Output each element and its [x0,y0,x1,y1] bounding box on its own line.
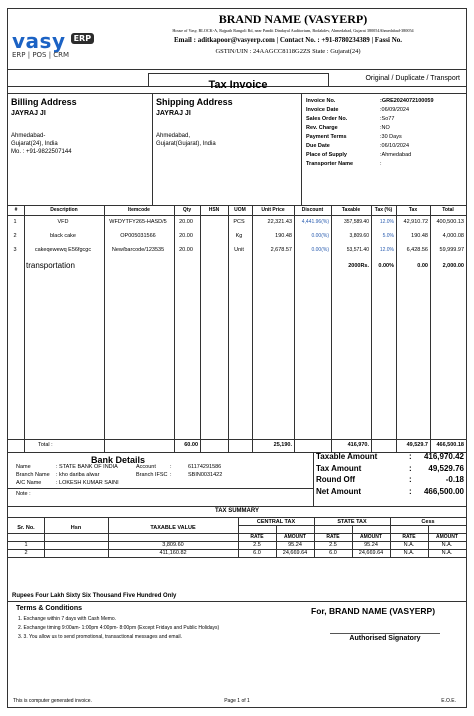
summary-label: Net Amount [316,486,362,496]
column-divider [104,205,105,452]
invoice-meta-label: Sales Order No. [306,116,348,122]
logo-badge: ERP [71,33,95,44]
tax-row-taxable: 3,809.60 [162,542,184,548]
bank-account: 61174291586 [188,464,222,470]
item-cell-desc: VFD [57,219,69,225]
items-table [8,205,466,453]
tax-row-central-amount: 24,669.64 [282,550,308,556]
invoice-meta-value: :NO [380,125,390,131]
tax-header-rate: RATE [402,534,416,540]
transport-taxp: 0.00% [378,263,394,269]
invoice-title: Tax Invoice [208,79,268,91]
item-cell-disc: 4,441.96(%) [301,219,329,225]
tax-row-state-rate: 2.5 [329,542,337,548]
items-header-cell: Taxable [341,207,361,213]
billing-name: JAYRAJ JI [11,110,46,117]
shipping-name: JAYRAJ JI [156,110,191,117]
summary-value: -0.18 [445,475,464,484]
tax-row-central-rate: 2.5 [253,542,261,548]
item-cell-taxp: 12.0% [379,219,394,225]
item-cell-tax: 6,428.56 [406,247,428,253]
bank-ifsc: SBIN0031422 [188,472,223,478]
bank-account-label: Account [136,464,156,470]
tax-row-state-rate: 6.0 [329,550,337,556]
brand-address: House of Vasy, BLOCK-A, Rajpath Rangoli Rd, near Pandit Dindayal Auditorium, Bodakdev, Ahmedabad, Gujarat 380054Ahmedabad-380054 [172,28,414,33]
item-cell-code: OP005031566 [120,233,156,239]
bank-ifsc-label: Branch IFSC [136,472,168,478]
item-cell-total: 400,500.13 [436,219,464,225]
tax-header-amount: AMOUNT [284,534,306,540]
summary-value: 416,970.42 [423,452,464,461]
items-header-cell: Itemcode [128,207,150,213]
eoe-label: E.O.E. [441,698,456,704]
item-cell-price: 22,321.43 [267,219,292,225]
tax-header-srno: Sr. No. [17,525,35,531]
item-cell-desc: cakeqewewq E56fgcgc [34,247,92,253]
billing-phone: Mo. : +91-9822507144 [11,149,72,155]
bank-name: : STATE BANK OF INDIA [56,464,118,470]
tax-row-state-amount: 24,669.64 [358,550,384,556]
items-header-cell: Total [442,207,454,213]
item-cell-total: 59,999.97 [439,247,464,253]
tax-header-hsn: Hsn [70,525,82,531]
invoice-meta-label: Transporter Name [306,161,354,167]
tax-summary-line [8,517,466,518]
summary-separator: : [409,463,412,473]
totals-tax: 49,529.7 [406,442,428,448]
tax-row-state-amount: 95.24 [364,542,378,548]
column-divider [331,205,332,452]
items-header-cell: Discount [301,207,324,213]
tax-row-cess-rate: N.A. [403,542,415,548]
transport-label: transportation [26,261,75,270]
billing-line2: Gujarat(24), India [11,141,58,147]
invoice-meta-value: :Ahmedabad [380,152,412,158]
tax-row-no: 1 [24,542,28,548]
tax-header-taxable: TAXABLE VALUE [150,525,196,531]
invoice-page: vasy $^{ERP}$ ERP | POS | CRM BRAND NAME (VASYERP) House of Vasy, BLOCK-A, Rajpath Rangoli Rd, near Pandit Dindayal Auditorium, Bodakdev, Ahmedabad, Gujarat 380054Ahmedabad-380054 Email : aditkapoor@vasyerp.com | Contact No. : +91-8780234389 | Fassi No. GSTIN/UIN : 24AAGCC8118G2ZS State : Gujarat(24) Original / Duplicate / Transport Tax Invoice Billing Address JAYRAJ JI Ahmedabad- Gujarat(24), India Mo. : +91-9822507144 Shipping Address JAYRAJ JI Ahmedabad, Gujarat(Gujarat), India Invoice No. :GRE2024072100059 Invoice Date :06/09/2024 Sales Order No. :So77 Rev. Charge :NO Payment Terms :30 Days Due Date :06/10/2024 Place of Supply :Ahmedabad Transporter Name : # Description Itemcode Qty HSN UOM Unit Price Discount Taxable Tax (%) Tax Total 1 VFD WFDYTFY265-HASD/5 20.00 PCS 22,321.43 4,441.96(%) 357,589.40 12.0% 42,910.72 400,500.13 2 black cake OP005031566 20.00 Kg 190.48 0.00(%) 3,809.60 5.0% 190.48 4,000.08 3 cakeqewewq E56fgcgc New/barcode/123535 20.00 Unit 2,678.57 0.00(%) 53,571.40 12.0% 6,428.56 59,999.97 transportation 2000Rs. 0.00% 0.00 2,000.00 Total : 60.00 25,190. 416,970. 49,529.7 466,500.18 Bank Details Name : STATE BANK OF INDIA Branch Name : kho dariba alwar A/C Name : LOKESH KUMAR SAINI Account : 61174291586 Branch IFSC : SBIN0031422 Note : Taxable Amount : 416,970.42 Tax Amount : 49,529.76 Round Off : -0.18 Net Amount : 466,500.00 TAX SUMMARY Sr. No. Hsn TAXABLE VALUE CENTRAL TAX STATE TAX Cess RATE AMOUNT RATE AMOUNT RATE AMOUNT 1 3,809.60 2.5 95.24 2.5 95.24 N.A. N.A. 2 411,160.82 6.0 24,669.64 6.0 24,669.64 N.A. N.A. Rupees Four Lakh Sixty Six Thousand Five Hundred Only Terms & Conditions 1. Exchange within 7 days with Cash Memo. 2. Exchange timing 9:00am- 1:00pm 4:00pm- 8:00pm (Except Fridays and Public Holidays) 3. 3. You allow us to send promotional, transactional messages and email. For, BRAND NAME (VASYERP) Authorised Signatory This is computer generated invoice. Page 1 of 1 E.O.E. [7,8,467,708]
item-cell-taxable: 3,809.60 [349,233,369,239]
logo-text: vasy [12,29,66,53]
tax-header-rate: RATE [326,534,340,540]
item-cell-price: 190.48 [275,233,292,239]
summary-separator: : [409,475,412,484]
totals-qty: 60.00 [184,442,198,448]
page-number: Page 1 of 1 [224,698,250,704]
tax-row-cess-rate: N.A. [403,550,415,556]
column-divider [430,205,431,452]
brand-logo [12,29,94,59]
items-header-cell: UOM [234,207,246,213]
items-header-cell: Description [50,207,78,213]
shipping-line1: Ahmedabad, [156,133,191,139]
item-cell-qty: 20.00 [179,219,193,225]
bank-ac-label: A/C Name [16,480,42,486]
summary-separator: : [409,486,412,496]
item-cell-desc: black cake [50,233,76,239]
invoice-meta-label: Invoice No. [306,98,336,104]
terms-line: 2. Exchange timing 9:00am- 1:00pm 4:00pm- 8:00pm (Except Fridays and Public Holidays) [18,625,220,631]
tax-row-cess-amount: N.A. [441,542,453,548]
item-cell-disc: 0.00(%) [311,233,329,239]
item-cell-qty: 20.00 [179,247,193,253]
invoice-meta-value: :06/09/2024 [380,107,410,113]
item-cell-tax: 42,910.72 [403,219,428,225]
tax-header-amount: AMOUNT [436,534,458,540]
summary-label: Round Off [316,475,356,484]
invoice-meta-value: :GRE2024072100059 [380,98,434,104]
tax-summary-table [8,506,466,586]
footer-note: This is computer generated invoice. [13,698,92,704]
item-cell-tax: 190.48 [411,233,428,239]
item-cell-total: 4,000.08 [442,233,464,239]
item-cell-price: 2,678.57 [270,247,292,253]
terms-heading: Terms & Conditions [16,605,82,612]
summary-label: Tax Amount [316,463,362,473]
item-cell-uom: Kg [235,233,243,239]
bank-branch-label: Branch Name [16,472,50,478]
tax-row-cess-amount: N.A. [441,550,453,556]
bank-name-label: Name [16,464,31,470]
transport-taxable: 2000Rs. [348,263,369,269]
bank-note: Note : [16,491,31,497]
invoice-meta-label: Due Date [306,143,330,149]
column-divider [174,205,175,452]
totals-divider [8,439,466,440]
item-cell-qty: 20.00 [179,233,193,239]
totals-taxable: 416,970. [347,442,369,448]
bank-heading: Bank Details [90,455,146,465]
item-cell-no: 1 [13,219,17,225]
brand-contact: Email : aditkapoor@vasyerp.com | Contact No. : +91-8780234389 | Fassi No. [173,36,403,44]
item-cell-code: New/barcode/123535 [111,247,165,253]
item-cell-disc: 0.00(%) [311,247,329,253]
brand-name: BRAND NAME (VASYERP) [218,12,368,26]
totals-total: 466,500.18 [436,442,464,448]
summary-value: 466,500.00 [423,486,464,496]
item-cell-taxp: 5.0% [382,233,394,239]
bank-branch: : kho dariba alwar [56,472,100,478]
shipping-heading: Shipping Address [156,97,233,107]
tax-summary-divider [44,517,45,557]
summary-separator: : [409,452,412,461]
invoice-meta-value: : [380,161,382,167]
items-header-cell: # [14,207,18,213]
shipping-line2: Gujarat(Gujarat), India [156,141,216,147]
items-header-cell: HSN [208,207,220,213]
transport-tax: 0.00 [417,263,428,269]
column-divider [252,205,253,452]
tax-header-amount: AMOUNT [360,534,382,540]
amount-in-words: Rupees Four Lakh Sixty Six Thousand Five Hundred Only [12,593,177,599]
tax-header-rate: RATE [250,534,264,540]
invoice-meta-value: :06/10/2024 [380,143,410,149]
column-divider [24,205,25,452]
billing-line1: Ahmedabad- [11,133,46,139]
invoice-meta-label: Payment Terms [306,134,347,140]
logo-subtitle: ERP | POS | CRM [12,51,70,59]
item-cell-taxp: 12.0% [379,247,394,253]
column-divider [396,205,397,452]
totals-label: Total : [38,442,53,448]
column-divider [371,205,372,452]
tax-row-central-amount: 95.24 [288,542,302,548]
invoice-meta-value: :30 Days [380,134,402,140]
item-cell-no: 3 [13,247,17,253]
tax-row-no: 2 [24,550,28,556]
item-cell-uom: PCS [233,219,245,225]
items-header-cell: Qty [182,207,192,213]
bank-ac-name: : LOKESH KUMAR SAINI [56,480,119,486]
invoice-meta-label: Place of Supply [306,152,347,158]
for-brand: For, BRAND NAME (VASYERP) [311,606,436,616]
items-header-cell: Tax (%) [374,207,393,213]
brand-gstin: GSTIN/UIN : 24AAGCC8118G2ZS State : Gujarat(24) [215,48,361,55]
billing-heading: Billing Address [11,97,77,107]
item-cell-taxable: 357,589.40 [343,219,369,225]
invoice-meta-value: :So77 [380,116,395,122]
summary-value: 49,529.76 [428,463,464,473]
column-divider [228,205,229,452]
terms-line: 1. Exchange within 7 days with Cash Memo. [18,616,117,622]
tax-row-central-rate: 6.0 [253,550,261,556]
item-cell-code: WFDYTFY265-HASD/5 [109,219,167,225]
column-divider [294,205,295,452]
column-divider [200,205,201,452]
terms-line: 3. 3. You allow us to send promotional, transactional messages and email. [18,634,182,640]
item-cell-no: 2 [13,233,17,239]
tax-summary-title: TAX SUMMARY [215,508,259,514]
tax-header-state: STATE TAX [337,519,367,525]
invoice-meta-label: Rev. Charge [306,125,338,131]
copy-label: Original / Duplicate / Transport [365,75,460,82]
summary-label: Taxable Amount [316,452,378,461]
authorised-signatory: Authorised Signatory [349,635,421,642]
tax-header-cess: Cess [421,519,435,525]
tax-summary-line [8,557,466,558]
item-cell-uom: Unit [234,247,244,253]
tax-header-central: CENTRAL TAX [256,519,296,525]
item-cell-taxable: 53,571.40 [346,247,369,253]
transport-total: 2,000.00 [442,263,464,269]
items-header-cell: Tax [408,207,418,213]
items-header-cell: Unit Price [261,207,285,213]
invoice-meta-label: Invoice Date [306,107,339,113]
tax-row-taxable: 411,160.82 [159,550,187,556]
totals-price: 25,190. [273,442,292,448]
